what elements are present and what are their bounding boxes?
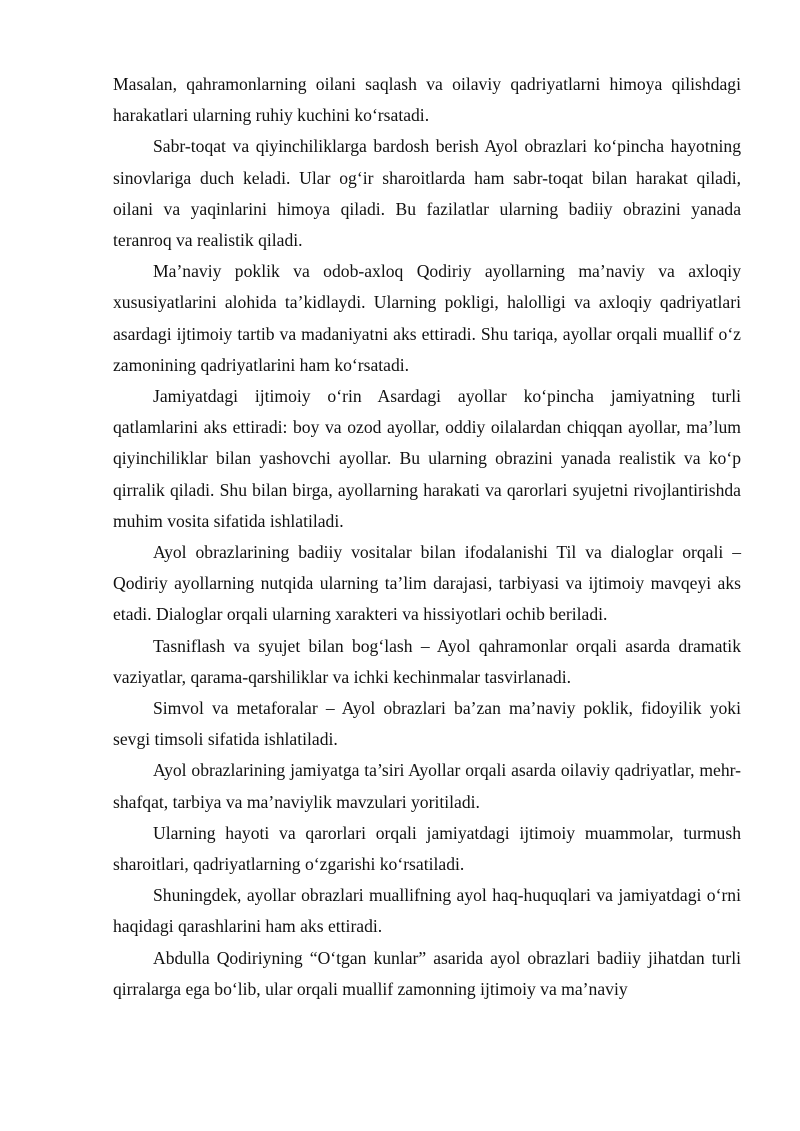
paragraph: Abdulla Qodiriyning “O‘tgan kunlar” asarida ayol obrazlari badiiy jihatdan turli qirralarga ega bo‘lib, ular orqali muallif zamonning ijtimoiy va ma’naviy	[113, 947, 741, 999]
paragraph: Masalan, qahramonlarning oilani saqlash va oilaviy qadriyatlarni himoya qilishdagi harakatlari ularning ruhiy kuchini ko‘rsatadi.	[113, 74, 741, 126]
paragraph: Ayol obrazlarining jamiyatga ta’siri Ayollar orqali asarda oilaviy qadriyatlar, mehr-shafqat, tarbiya va ma’naviylik mavzulari yoritiladi.	[113, 760, 741, 812]
paragraph: Ma’naviy poklik va odob-axloq Qodiriy ayollarning ma’naviy va axloqiy xususiyatlarini alohida ta’kidlaydi. Ularning pokligi, halolligi va axloqiy qadriyatlari asardagi ijtimoiy tartib va madaniyatni aks ettiradi. Shu tariqa, ayollar orqali muallif o‘z zamonining qadriyatlarini ham ko‘rsatadi.	[113, 261, 741, 375]
document-body	[113, 69, 741, 1005]
paragraph: Ularning hayoti va qarorlari orqali jamiyatdagi ijtimoiy muammolar, turmush sharoitlari, qadriyatlarning o‘zgarishi ko‘rsatiladi.	[113, 822, 741, 875]
paragraph: Sabr-toqat va qiyinchiliklarga bardosh berish Ayol obrazlari ko‘pincha hayotning sinovlariga duch keladi. Ular og‘ir sharoitlarda ham sabr-toqat bilan harakat qiladi, oilani va yaqinlarini himoya qiladi. Bu fazilatlar ularning badiiy obrazini yanada teranroq va realistik qiladi.	[113, 136, 741, 251]
paragraph: Tasniflash va syujet bilan bog‘lash – Ayol qahramonlar orqali asarda dramatik vaziyatlar, qarama-qarshiliklar va ichki kechinmalar tasvirlanadi.	[113, 635, 741, 687]
paragraph: Shuningdek, ayollar obrazlari muallifning ayol haq-huquqlari va jamiyatdagi o‘rni haqidagi qarashlarini ham aks ettiradi.	[113, 885, 741, 937]
paragraph: Jamiyatdagi ijtimoiy o‘rin Asardagi ayollar ko‘pincha jamiyatning turli qatlamlarini aks ettiradi: boy va ozod ayollar, oddiy oilalardan chiqqan ayollar, ma’lum qiyinchiliklar bilan yashovchi ayollar. Bu ularning obrazini yanada realistik va ko‘p qirralik qiladi. Shu bilan birga, ayollarning harakati va qarorlari syujetni rivojlantirishda muhim vosita sifatida ishlatiladi.	[113, 386, 741, 531]
paragraph: Simvol va metaforalar – Ayol obrazlari ba’zan ma’naviy poklik, fidoyilik yoki sevgi timsoli sifatida ishlatiladi.	[113, 698, 741, 750]
paragraph: Ayol obrazlarining badiiy vositalar bilan ifodalanishi Til va dialoglar orqali – Qodiriy ayollarning nutqida ularning ta’lim darajasi, tarbiyasi va ijtimoiy mavqeyi aks etadi. Dialoglar orqali ularning xarakteri va hissiyotlari ochib beriladi.	[113, 542, 741, 625]
